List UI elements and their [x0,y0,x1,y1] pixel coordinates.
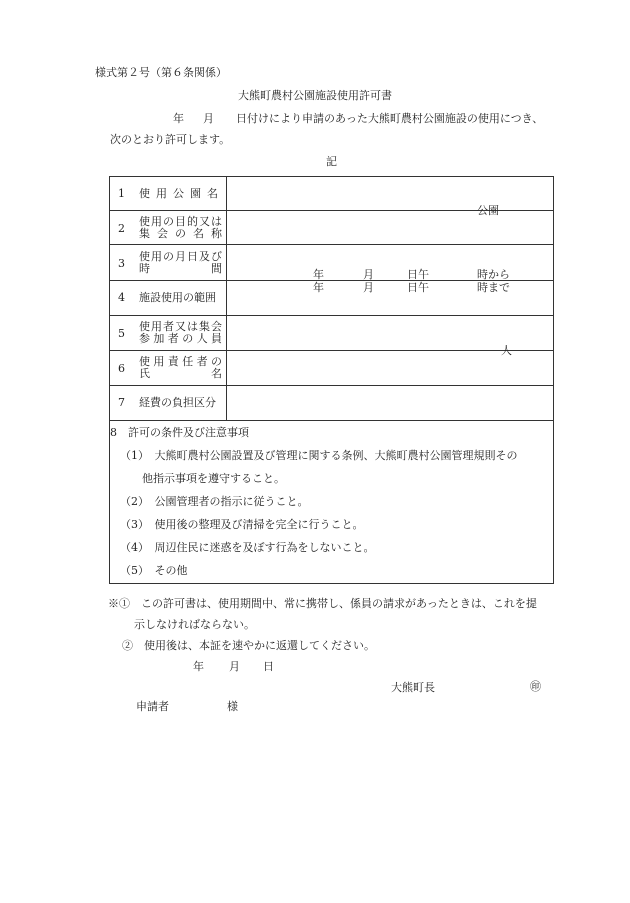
note-2: ② 使用後は、本証を速やかに返還してください。 [122,639,375,652]
start-month: 月 [363,267,374,281]
datetime-label-a: 使用の月日及び [139,249,222,263]
note-1-line2: 示しなければならない。 [134,618,255,631]
label-cell [110,351,227,386]
label-cell [110,211,227,245]
purpose-field[interactable] [227,211,554,245]
people-suffix: 人 [501,344,512,357]
end-year: 年 [313,280,324,294]
seal-mark: ㊞ [530,680,541,693]
end-suffix: 時まで [477,280,510,294]
park-name-field[interactable] [227,177,554,217]
applicant-honorific: 様 [227,700,238,713]
row-number: 2 [118,221,125,235]
label-cell [110,177,227,211]
attendees-label-b: 参加者の人員 [139,332,222,345]
condition-item: （4） 周辺住民に迷惑を及ぼす行為をしないこと。 [120,541,375,554]
attendees-label-a: 使用者又は集会 [139,320,222,333]
row-number: 3 [118,256,125,270]
attendees-field[interactable] [227,316,554,357]
responsible-label-b2: 名 [211,367,222,380]
facility-range-label: 施設使用の範囲 [139,291,216,305]
end-day: 日午 [407,280,429,294]
end-month: 月 [363,280,374,294]
table-row [110,386,554,421]
table-row [110,316,554,351]
condition-item: （5） その他 [120,564,188,577]
issue-day: 日 [263,660,274,673]
row-number: 1 [118,186,125,200]
park-name-label: 使用公園名 [139,186,224,200]
issue-year: 年 [193,660,204,673]
applicant-label: 申請者 [136,700,169,713]
datetime-label-b1: 時 [139,261,211,275]
label-cell [110,281,227,316]
intro-month: 月 [203,112,214,125]
datetime-field[interactable] [227,245,554,294]
form-number: 様式第２号（第６条関係） [95,66,227,79]
park-suffix: 公園 [477,203,499,217]
datetime-label-b2: 間 [211,261,222,275]
intro-text-line1: 日付けにより申請のあった大熊町農村公園施設の使用につき、 [236,112,544,125]
table-row [110,177,554,211]
cost-burden-label: 経費の負担区分 [139,396,216,410]
intro-text-line2: 次のとおり許可します。 [110,133,231,146]
condition-item: 他指示事項を遵守すること。 [120,472,285,485]
conditions-cell [110,421,554,584]
table-row [110,351,554,386]
condition-item: （3） 使用後の整理及び清掃を完全に行うこと。 [120,518,364,531]
start-day: 日午 [407,267,429,281]
purpose-label-b: 集会の名称 [139,226,222,240]
purpose-label-a: 使用の目的又は [139,214,222,228]
intro-year: 年 [173,112,184,125]
condition-item: （1） 大熊町農村公園設置及び管理に関する条例、大熊町農村公園管理規則その [120,449,518,462]
note-1-line1: ※① この許可書は、使用期間中、常に携帯し、係員の請求があったときは、これを提 [108,597,537,610]
start-suffix: 時から [477,267,510,281]
permit-details-table [109,176,554,584]
ki-heading: 記 [326,155,337,168]
cost-burden-field[interactable] [227,386,554,421]
label-cell [110,245,227,281]
start-year: 年 [313,267,324,281]
table-row [110,421,554,584]
row-number: 4 [118,291,125,305]
row-number: 6 [118,362,125,375]
row-number: 5 [118,327,125,340]
issue-month: 月 [229,660,240,673]
responsible-label-a: 使用責任者の [139,355,222,368]
label-cell [110,386,227,421]
row-number: 7 [118,396,125,410]
condition-item: （2） 公園管理者の指示に従うこと。 [120,495,309,508]
document-title: 大熊町農村公園施設使用許可書 [238,89,392,102]
mayor-title: 大熊町長 [391,681,435,694]
responsible-label-b1: 氏 [139,367,211,380]
table-row [110,245,554,281]
conditions-heading: 8 許可の条件及び注意事項 [110,426,249,439]
label-cell [110,316,227,351]
